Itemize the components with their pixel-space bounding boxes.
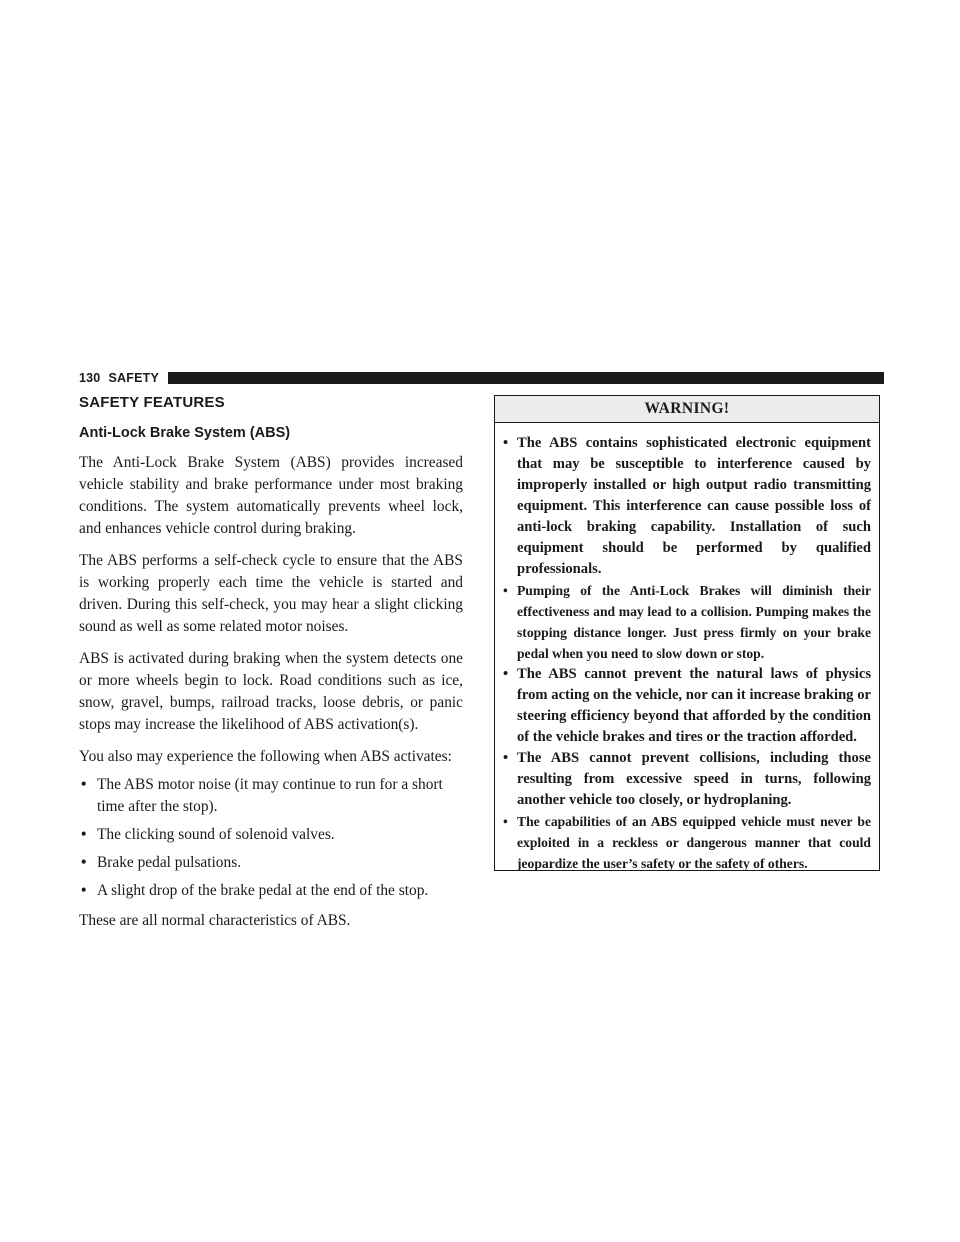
list-item [79, 774, 463, 818]
section-title: SAFETY FEATURES [79, 394, 225, 411]
closing-paragraph: These are all normal characteristics of ABS. [79, 912, 351, 929]
header-rule [168, 372, 884, 384]
warning-item-text: The ABS cannot prevent the natural laws of physics from acting on the vehicle, nor can it increase braking or steering efficiency beyond that afforded by the condition of the vehicle brakes and tires or the traction afforded. [517, 666, 871, 745]
warning-item [503, 748, 871, 811]
warning-title: WARNING! [495, 396, 879, 423]
warning-item [503, 433, 871, 580]
bullet-icon: • [81, 826, 87, 843]
bullet-icon: • [81, 882, 87, 899]
bullet-icon: • [503, 583, 508, 598]
left-column [79, 394, 463, 932]
list-item [79, 852, 463, 874]
paragraph: The ABS performs a self-check cycle to ensure that the ABS is working properly each time the vehicle is started and driven. During this self-check, you may hear a slight clicking sound as well as some related motor noises. [79, 552, 463, 635]
bullet-icon: • [503, 814, 508, 829]
paragraph: ABS is activated during braking when the system detects one or more wheels begin to lock. Road conditions such as ice, snow, gravel, bumps, railroad tracks, loose debris, or panic stops may increase the likelihood of ABS activation(s). [79, 650, 463, 733]
warning-item [503, 580, 871, 664]
page-number: 130 [79, 371, 101, 385]
warning-item-text: The ABS cannot prevent collisions, including those resulting from excessive speed in turns, following another vehicle too closely, or hydroplaning. [517, 750, 871, 808]
bullet-icon: • [503, 435, 509, 451]
warning-list [495, 423, 879, 874]
warning-item-text: Pumping of the Anti-Lock Brakes will diminish their effectiveness and may lead to a collision. Pumping makes the stopping distance longer. Just press firmly on your brake pedal when you need to slow down or stop. [517, 583, 871, 661]
bullet-icon: • [503, 750, 509, 766]
page-header [79, 370, 884, 386]
list-item [79, 824, 463, 846]
sub-title: Anti-Lock Brake System (ABS) [79, 425, 291, 441]
list-item-text: The clicking sound of solenoid valves. [97, 826, 335, 843]
warning-item [503, 664, 871, 748]
bullet-icon: • [81, 776, 87, 793]
list-item-text: The ABS motor noise (it may continue to run for a short time after the stop). [97, 776, 443, 815]
warning-item-text: The ABS contains sophisticated electronic equipment that may be susceptible to interference caused by improperly installed or high output radio transmitting equipment. This interference can cause possible loss of anti-lock braking capability. Installation of such equipment should be performed by qualified professionals. [517, 435, 871, 577]
list-item [79, 880, 463, 902]
warning-box [494, 395, 880, 871]
list-item-text: A slight drop of the brake pedal at the end of the stop. [97, 882, 429, 899]
bullet-icon: • [503, 666, 509, 682]
abs-effects-list [79, 774, 463, 902]
paragraph: The Anti-Lock Brake System (ABS) provides increased vehicle stability and brake performance under most braking conditions. The system automatically prevents wheel lock, and enhances vehicle control during braking. [79, 454, 463, 537]
warning-item [503, 811, 871, 874]
warning-item-text: The capabilities of an ABS equipped vehicle must never be exploited in a reckless or dangerous manner that could jeopardize the user’s safety or the safety of others. [517, 814, 871, 871]
paragraph: You also may experience the following when ABS activates: [79, 748, 452, 765]
section-label: SAFETY [108, 371, 159, 385]
list-item-text: Brake pedal pulsations. [97, 854, 242, 871]
bullet-icon: • [81, 854, 87, 871]
